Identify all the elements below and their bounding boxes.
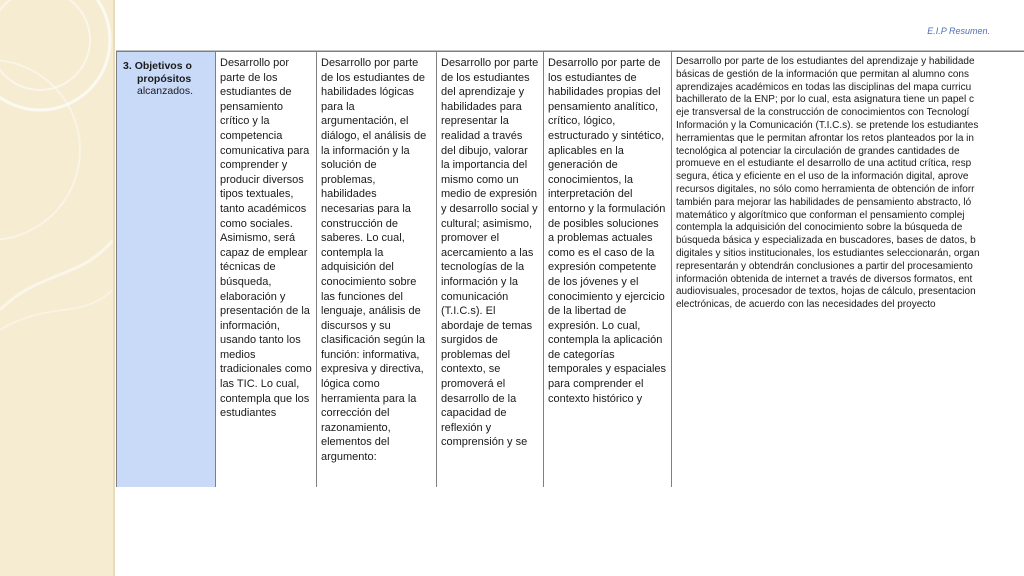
table-cell <box>437 52 544 488</box>
objective-title-line3: alcanzados. <box>137 85 194 97</box>
cell-text: Desarrollo por parte de los estudiantes de habilidades lógicas para la argumentación, el diálogo, el análisis de la información y la solución de problemas, habilidades necesarias para la construcción de saberes. Lo cual, contempla la adquisición del conocimiento sobre las funciones del lenguaje, análisis de discursos y su clasificación según la función: informativa, expresiva y directiva, lógica como herramienta para la corrección del razonamiento, elementos del argumento: <box>321 57 427 464</box>
wide-line: también para mejorar las habilidades de pensamiento abstracto, ló <box>676 196 972 208</box>
wide-line: representarán y obtendrán conclusiones a partir del procesamiento <box>676 260 973 272</box>
wide-line: herramientas que le permitan afrontar los retos planteados por la in <box>676 132 974 144</box>
wide-line: segura, ética y eficiente en el uso de la información digital, aprove <box>676 171 969 183</box>
decorative-curves <box>0 0 113 576</box>
document-header: E.I.P Resumen. <box>927 26 990 36</box>
wide-line: digitales y sitios institucionales, los estudiantes seleccionarán, organ <box>676 247 980 259</box>
objective-title-line2: propósitos <box>137 72 192 85</box>
wide-line: eje transversal de la construcción de conocimientos con Tecnologí <box>676 107 970 119</box>
wide-table-cell <box>672 52 1024 488</box>
wide-line: matemático y algorítmico que conforman el pensamiento complej <box>676 209 965 221</box>
wide-line: tecnológica al potenciar la circulación de grandes cantidades de <box>676 145 960 157</box>
wide-line: contempla la adquisición del conocimiento sobre la búsqueda de <box>676 222 963 234</box>
table-cell <box>216 52 317 488</box>
wide-line: electrónicas, de acuerdo con las necesidades del proyecto <box>676 299 936 311</box>
cell-text: Desarrollo por parte de los estudiantes de habilidades propias del pensamiento analítico, crítico, lógico, estructurado y sintético, aplicables en la generación de conocimientos, la interpretación del entorno y la formulación de posibles soluciones a problemas actuales como es el caso de la expresión competente de los jóvenes y el conocimiento y ejercicio de la libertad de expresión. Lo cual, contempla la aplicación de categorías temporales y espaciales para comprender el contexto histórico y <box>548 57 667 405</box>
wide-line: promueve en el estudiante el desarrollo de una actitud crítica, resp <box>676 158 972 170</box>
wide-line: básicas de gestión de la información que permitan al alumno cons <box>676 68 969 80</box>
wide-line: aprendizajes académicos en todas las disciplinas del mapa curricu <box>676 81 972 93</box>
decorative-left-band <box>0 0 115 576</box>
cell-text: Desarrollo por parte de los estudiantes de pensamiento crítico y la competencia comunicativa para comprender y producir diversos tipos textuales, tanto académicos como sociales. Asimismo, será capaz de emplear técnicas de búsqueda, elaboración y presentación de la información, usando tanto los medios tradicionales como las TIC. Lo cual, contempla que los estudiantes <box>220 57 312 420</box>
table-cell <box>544 52 672 488</box>
objective-title: Objetivos o <box>134 60 192 72</box>
wide-line: audiovisuales, procesador de textos, hojas de cálculo, presentacion <box>676 286 976 298</box>
wide-line: información obtenida de internet a través de diversos formatos, ent <box>676 273 973 285</box>
wide-line: bachillerato de la ENP; por lo cual, esta asignatura tiene un papel c <box>676 94 974 106</box>
objectives-table <box>116 51 1024 487</box>
wide-line: búsqueda básica y especializada en buscadores, bases de datos, b <box>676 235 976 247</box>
wide-line: Información y la Comunicación (T.I.C.s). se pretende los estudiantes <box>676 119 979 131</box>
table-row <box>117 52 1024 488</box>
wide-line: recursos digitales, no sólo como herramienta de obtención de inforr <box>676 183 975 195</box>
cell-text: Desarrollo por parte de los estudiantes del aprendizaje y habilidades para representar la realidad a través del dibujo, valorar la importancia del mismo como un medio de expresión y desarrollo social y cultural; asimismo, promover el acercamiento a las tecnologías de la información y la comunicación (T.I.C.s). El abordaje de temas surgidos de problemas del contexto, se promoverá el desarrollo de la capacidad de reflexión y comprensión y se <box>441 57 539 449</box>
objective-header-cell <box>117 52 216 488</box>
table-cell <box>317 52 437 488</box>
wide-line: Desarrollo por parte de los estudiantes del aprendizaje y habilidade <box>676 56 975 67</box>
objective-number: 3. <box>123 60 132 72</box>
